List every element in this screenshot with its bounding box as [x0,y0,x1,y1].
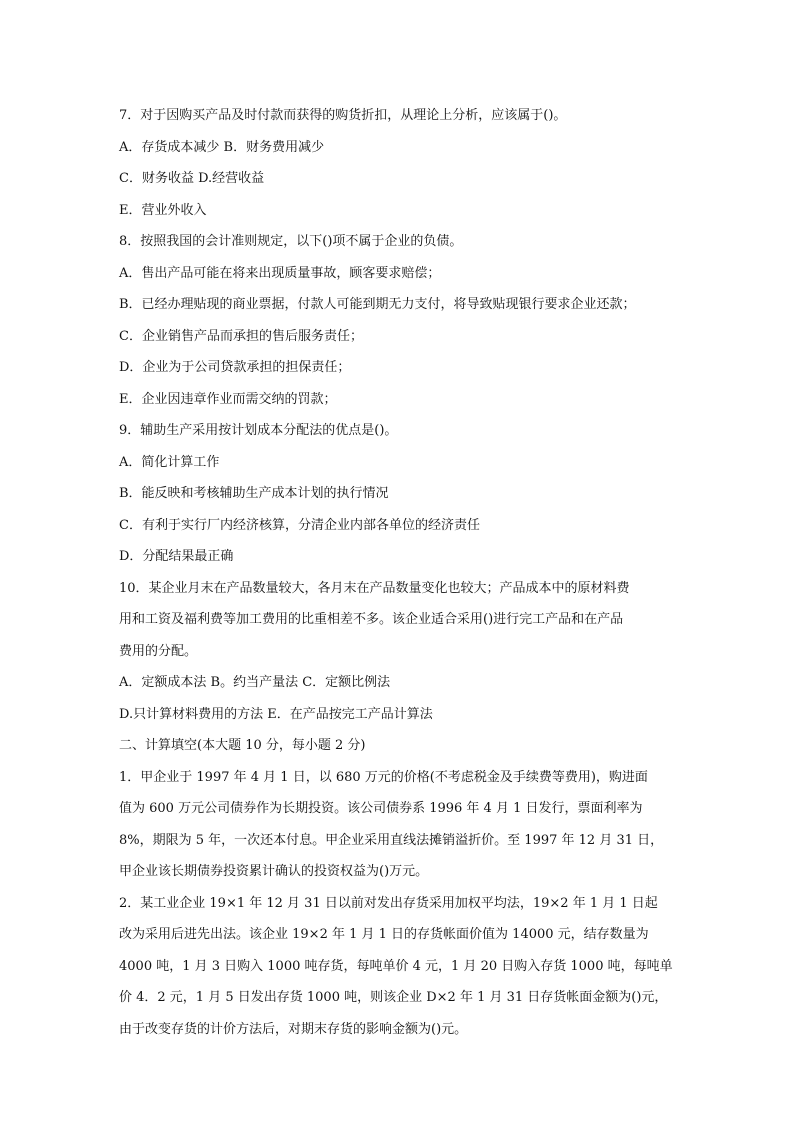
question-10-option-de: D.只计算材料费用的方法 E．在产品按完工产品计算法 [119,706,433,722]
calc-question-2-line-2: 改为采用后进先出法。该企业 19×2 年 1 月 1 日的存货帐面价值为 14000 元，结存数量为 [119,927,649,942]
question-10-option-abc: A．定额成本法 B。约当产量法 C．定额比例法 [119,675,391,690]
calc-question-1-line-1: 1．甲企业于 1997 年 4 月 1 日，以 680 万元的价格(不考虑税金及手续费等费用)，购进面 [119,769,648,785]
question-7-option-cd: C．财务收益 D.经营收益 [119,171,265,186]
question-7-option-ab: A．存货成本减少 B．财务费用减少 [119,139,325,155]
section-2-heading: 二、计算填空(本大题 10 分，每小题 2 分) [119,738,366,753]
calc-question-1-line-4: 甲企业该长期债券投资累计确认的投资权益为()万元。 [119,864,429,879]
question-8-option-a: A．售出产品可能在将来出现质量事故，顾客要求赔偿； [119,265,441,281]
question-7-option-e: E．营业外收入 [119,202,207,218]
question-10-stem-line-3: 费用的分配。 [119,643,198,659]
question-8-option-d: D．企业为于公司贷款承担的担保责任； [119,360,351,375]
question-8-option-c: C．企业销售产品而承担的售后服务责任； [119,328,363,344]
calc-question-2-line-1: 2．某工业企业 19×1 年 12 月 31 日以前对发出存货采用加权平均法，19×2 年 1 月 1 日起 [119,895,658,911]
calc-question-1-line-2: 值为 600 万元公司债券作为长期投资。该公司债券系 1996 年 4 月 1 日发行，票面利率为 [119,801,643,816]
question-9-stem: 9．辅助生产采用按计划成本分配法的优点是()。 [119,423,398,438]
calc-question-1-line-3: 8%，期限为 5 年，一次还本付息。甲企业采用直线法摊销溢折价。至 1997 年 12 月 31 日， [119,832,664,848]
document-body [119,100,679,1045]
calc-question-2-line-4: 价 4．2 元，1 月 5 日发出存货 1000 吨，则该企业 D×2 年 1 月 31 日存货帐面金额为()元， [119,990,668,1005]
question-10-stem-line-2: 用和工资及福利费等加工费用的比重相差不多。该企业适合采用()进行完工产品和在产品 [119,612,624,627]
question-9-option-b: B．能反映和考核辅助生产成本计划的执行情况 [119,486,389,501]
question-7-stem: 7．对于因购买产品及时付款而获得的购货折扣，从理论上分析，应该属于()。 [119,108,567,123]
calc-question-2-line-5: 由于改变存货的计价方法后，对期末存货的影响金额为()元。 [119,1021,468,1037]
question-9-option-d: D．分配结果最正确 [119,549,234,564]
question-8-option-b: B．已经办理贴现的商业票据，付款人可能到期无力支付，将导致贴现银行要求企业还款； [119,297,636,312]
calc-question-2-line-3: 4000 吨，1 月 3 日购入 1000 吨存货，每吨单价 4 元，1 月 20 日购入存货 1000 吨，每吨单 [119,958,673,974]
question-8-option-e: E．企业因违章作业而需交纳的罚款； [119,391,337,407]
question-8-stem: 8．按照我国的会计准则规定，以下()项不属于企业的负债。 [119,234,463,249]
question-9-option-c: C．有利于实行厂内经济核算，分清企业内部各单位的经济责任 [119,517,480,533]
question-9-option-a: A．简化计算工作 [119,454,220,470]
question-10-stem-line-1: 10．某企业月末在产品数量较大，各月末在产品数量变化也较大；产品成本中的原材料费 [119,580,630,596]
